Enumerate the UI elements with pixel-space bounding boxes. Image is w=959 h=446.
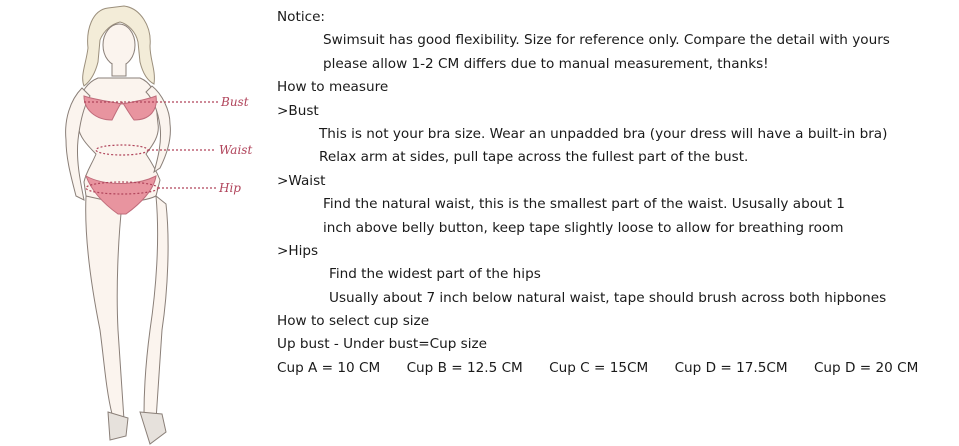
face-shape [103, 24, 135, 66]
cup-size-item: Cup C = 15CM [549, 359, 649, 376]
bust-label: Bust [221, 95, 249, 109]
left-leg [86, 196, 124, 420]
size-guide-text [277, 6, 953, 380]
waist-line-2: inch above belly button, keep tape slightly loose to allow for breathing room [323, 219, 844, 236]
bust-line-2: Relax arm at sides, pull tape across the fullest part of the bust. [319, 149, 749, 166]
notice-line-2: please allow 1-2 CM differs due to manual measurement, thanks! [323, 55, 769, 72]
cup-formula: Up bust - Under bust=Cup size [277, 336, 488, 353]
right-shoe [140, 412, 166, 444]
notice-line-1: Swimsuit has good flexibility. Size for reference only. Compare the detail with yours [323, 32, 890, 49]
neck-shape [112, 64, 126, 76]
cup-size-item: Cup D = 20 CM [813, 359, 919, 376]
waist-line-1: Find the natural waist, this is the smallest part of the waist. Ususally about 1 [323, 196, 845, 213]
bust-line-1: This is not your bra size. Wear an unpadded bra (your dress will have a built-in bra) [319, 125, 888, 142]
bust-heading: >Bust [277, 102, 319, 119]
body-measurement-illustration [0, 0, 270, 446]
measure-title: How to measure [277, 79, 389, 96]
cup-size-item: Cup A = 10 CM [277, 359, 381, 376]
hips-line-1: Find the widest part of the hips [329, 266, 541, 283]
notice-title: Notice: [277, 9, 326, 25]
waist-heading: >Waist [277, 172, 326, 189]
hip-label: Hip [219, 181, 241, 195]
cup-size-list [277, 357, 953, 380]
left-shoe [108, 412, 128, 440]
cup-size-item: Cup B = 12.5 CM [406, 359, 523, 376]
right-leg [144, 196, 168, 420]
hips-line-2: Usually about 7 inch below natural waist, tape should brush across both hipbones [329, 289, 887, 306]
cup-title: How to select cup size [277, 313, 430, 330]
waist-label: Waist [219, 143, 253, 157]
cup-size-item: Cup D = 17.5CM [674, 359, 788, 376]
hips-heading: >Hips [277, 242, 319, 259]
